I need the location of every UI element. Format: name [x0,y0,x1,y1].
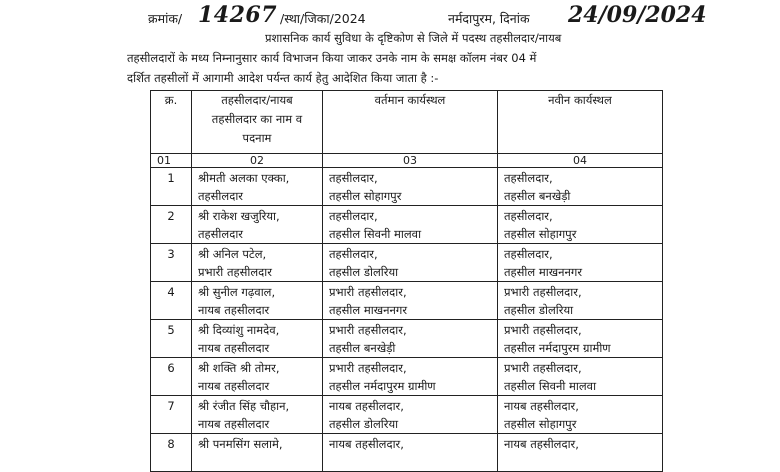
table-row [151,396,663,434]
body-line-2: तहसीलदारों के मध्य निम्नानुसार कार्य विभाजन किया जाकर उनके नाम के समक्ष कॉलम नंबर 04 में [127,51,537,65]
col-number: 01 [151,154,192,168]
order-body-text [127,28,675,88]
current-posting-cell [323,434,498,472]
new-post: तहसीलदार, [504,171,553,185]
new-post: तहसीलदार, [504,247,553,261]
current-posting-cell [323,282,498,320]
column-number-row [151,154,663,168]
officer-name-cell [192,282,323,320]
order-date: 24/09/2024 [568,2,707,28]
current-post: प्रभारी तहसीलदार, [329,361,407,375]
new-post: तहसीलदार, [504,209,553,223]
col-header-current: वर्तमान कार्यस्थल [323,91,498,154]
serial-number: 5 [151,320,192,358]
serial-number: 4 [151,282,192,320]
transfer-table [150,90,663,472]
current-post: तहसीलदार, [329,247,378,261]
serial-number: 8 [151,434,192,472]
officer-name-cell [192,434,323,472]
current-tehsil: तहसील डोलरिया [329,264,399,279]
table-row [151,206,663,244]
new-posting-cell [498,358,663,396]
col-header-new: नवीन कार्यस्थल [498,91,663,154]
new-tehsil: तहसील सिवनी मालवा [504,378,597,393]
table-row [151,434,663,472]
current-post: तहसीलदार, [329,209,378,223]
officer-name: श्री रंजीत सिंह चौहान, [198,399,290,413]
col-header-name: तहसीलदार/नायब तहसीलदार का नाम व पदनाम [192,91,323,154]
officer-designation: नायब तहसीलदार [198,340,270,355]
new-posting-cell [498,282,663,320]
body-line-1: प्रशासनिक कार्य सुविधा के दृष्टिकोण से जिले में पदस्थ तहसीलदार/नायब [265,31,562,45]
table-row [151,282,663,320]
new-post: नायब तहसीलदार, [504,437,579,451]
new-posting-cell [498,206,663,244]
new-posting-cell [498,168,663,206]
new-tehsil: तहसील माखननगर [504,264,583,279]
officer-name: श्री शक्ति श्री तोमर, [198,361,280,375]
col-number: 04 [498,154,663,168]
current-post: प्रभारी तहसीलदार, [329,323,407,337]
officer-name-cell [192,244,323,282]
officer-name: श्रीमती अलका एक्का, [198,171,290,185]
officer-name-cell [192,206,323,244]
officer-name: श्री दिव्यांशु नामदेव, [198,323,280,337]
table-row [151,244,663,282]
officer-name-cell [192,168,323,206]
new-tehsil: तहसील सोहागपुर [504,416,577,431]
ref-label: क्रमांक/ [148,11,183,26]
current-tehsil: तहसील सिवनी मालवा [329,226,422,241]
serial-number: 6 [151,358,192,396]
officer-name: श्री पनमसिंग सलामे, [198,437,283,451]
serial-number: 1 [151,168,192,206]
officer-name: श्री राकेश खजुरिया, [198,209,280,223]
col-number: 02 [192,154,323,168]
officer-name-cell [192,320,323,358]
current-posting-cell [323,206,498,244]
new-tehsil: तहसील डोलरिया [504,302,574,317]
officer-name-cell [192,358,323,396]
officer-designation: नायब तहसीलदार [198,416,270,431]
new-tehsil: तहसील नर्मदापुरम ग्रामीण [504,340,611,355]
col-header-serial: क्र. [151,91,192,154]
current-posting-cell [323,320,498,358]
current-tehsil: तहसील बनखेड़ी [329,340,396,355]
officer-name: श्री सुनील गढ़वाल, [198,285,276,299]
officer-name: श्री अनिल पटेल, [198,247,267,261]
new-post: प्रभारी तहसीलदार, [504,361,582,375]
body-line-3: दर्शित तहसीलों में आगामी आदेश पर्यन्त कार्य हेतु आदेशित किया जाता है :- [127,71,439,85]
current-post: नायब तहसीलदार, [329,399,404,413]
table-row [151,320,663,358]
table-row [151,168,663,206]
serial-number: 3 [151,244,192,282]
current-posting-cell [323,358,498,396]
current-tehsil: तहसील सोहागपुर [329,188,402,203]
new-tehsil: तहसील बनखेड़ी [504,188,571,203]
current-posting-cell [323,396,498,434]
officer-designation: नायब तहसीलदार [198,378,270,393]
new-post: प्रभारी तहसीलदार, [504,285,582,299]
new-posting-cell [498,320,663,358]
place-label: नर्मदापुरम, दिनांक [448,11,530,26]
current-tehsil: तहसील माखननगर [329,302,408,317]
new-posting-cell [498,434,663,472]
col-number: 03 [323,154,498,168]
current-posting-cell [323,168,498,206]
serial-number: 2 [151,206,192,244]
current-post: प्रभारी तहसीलदार, [329,285,407,299]
current-posting-cell [323,244,498,282]
current-post: तहसीलदार, [329,171,378,185]
officer-designation: तहसीलदार [198,188,243,203]
new-posting-cell [498,396,663,434]
new-posting-cell [498,244,663,282]
ref-suffix: /स्था/जिका/2024 [280,11,366,26]
officer-name-cell [192,396,323,434]
table-header-row [151,91,663,154]
officer-designation: नायब तहसीलदार [198,302,270,317]
officer-designation: तहसीलदार [198,226,243,241]
serial-number: 7 [151,396,192,434]
current-tehsil: तहसील नर्मदापुरम ग्रामीण [329,378,436,393]
table-row [151,358,663,396]
new-post: नायब तहसीलदार, [504,399,579,413]
current-tehsil: तहसील डोलरिया [329,416,399,431]
current-post: नायब तहसीलदार, [329,437,404,451]
new-post: प्रभारी तहसीलदार, [504,323,582,337]
new-tehsil: तहसील सोहागपुर [504,226,577,241]
officer-designation: प्रभारी तहसीलदार [198,264,272,279]
ref-number: 14267 [198,2,278,28]
